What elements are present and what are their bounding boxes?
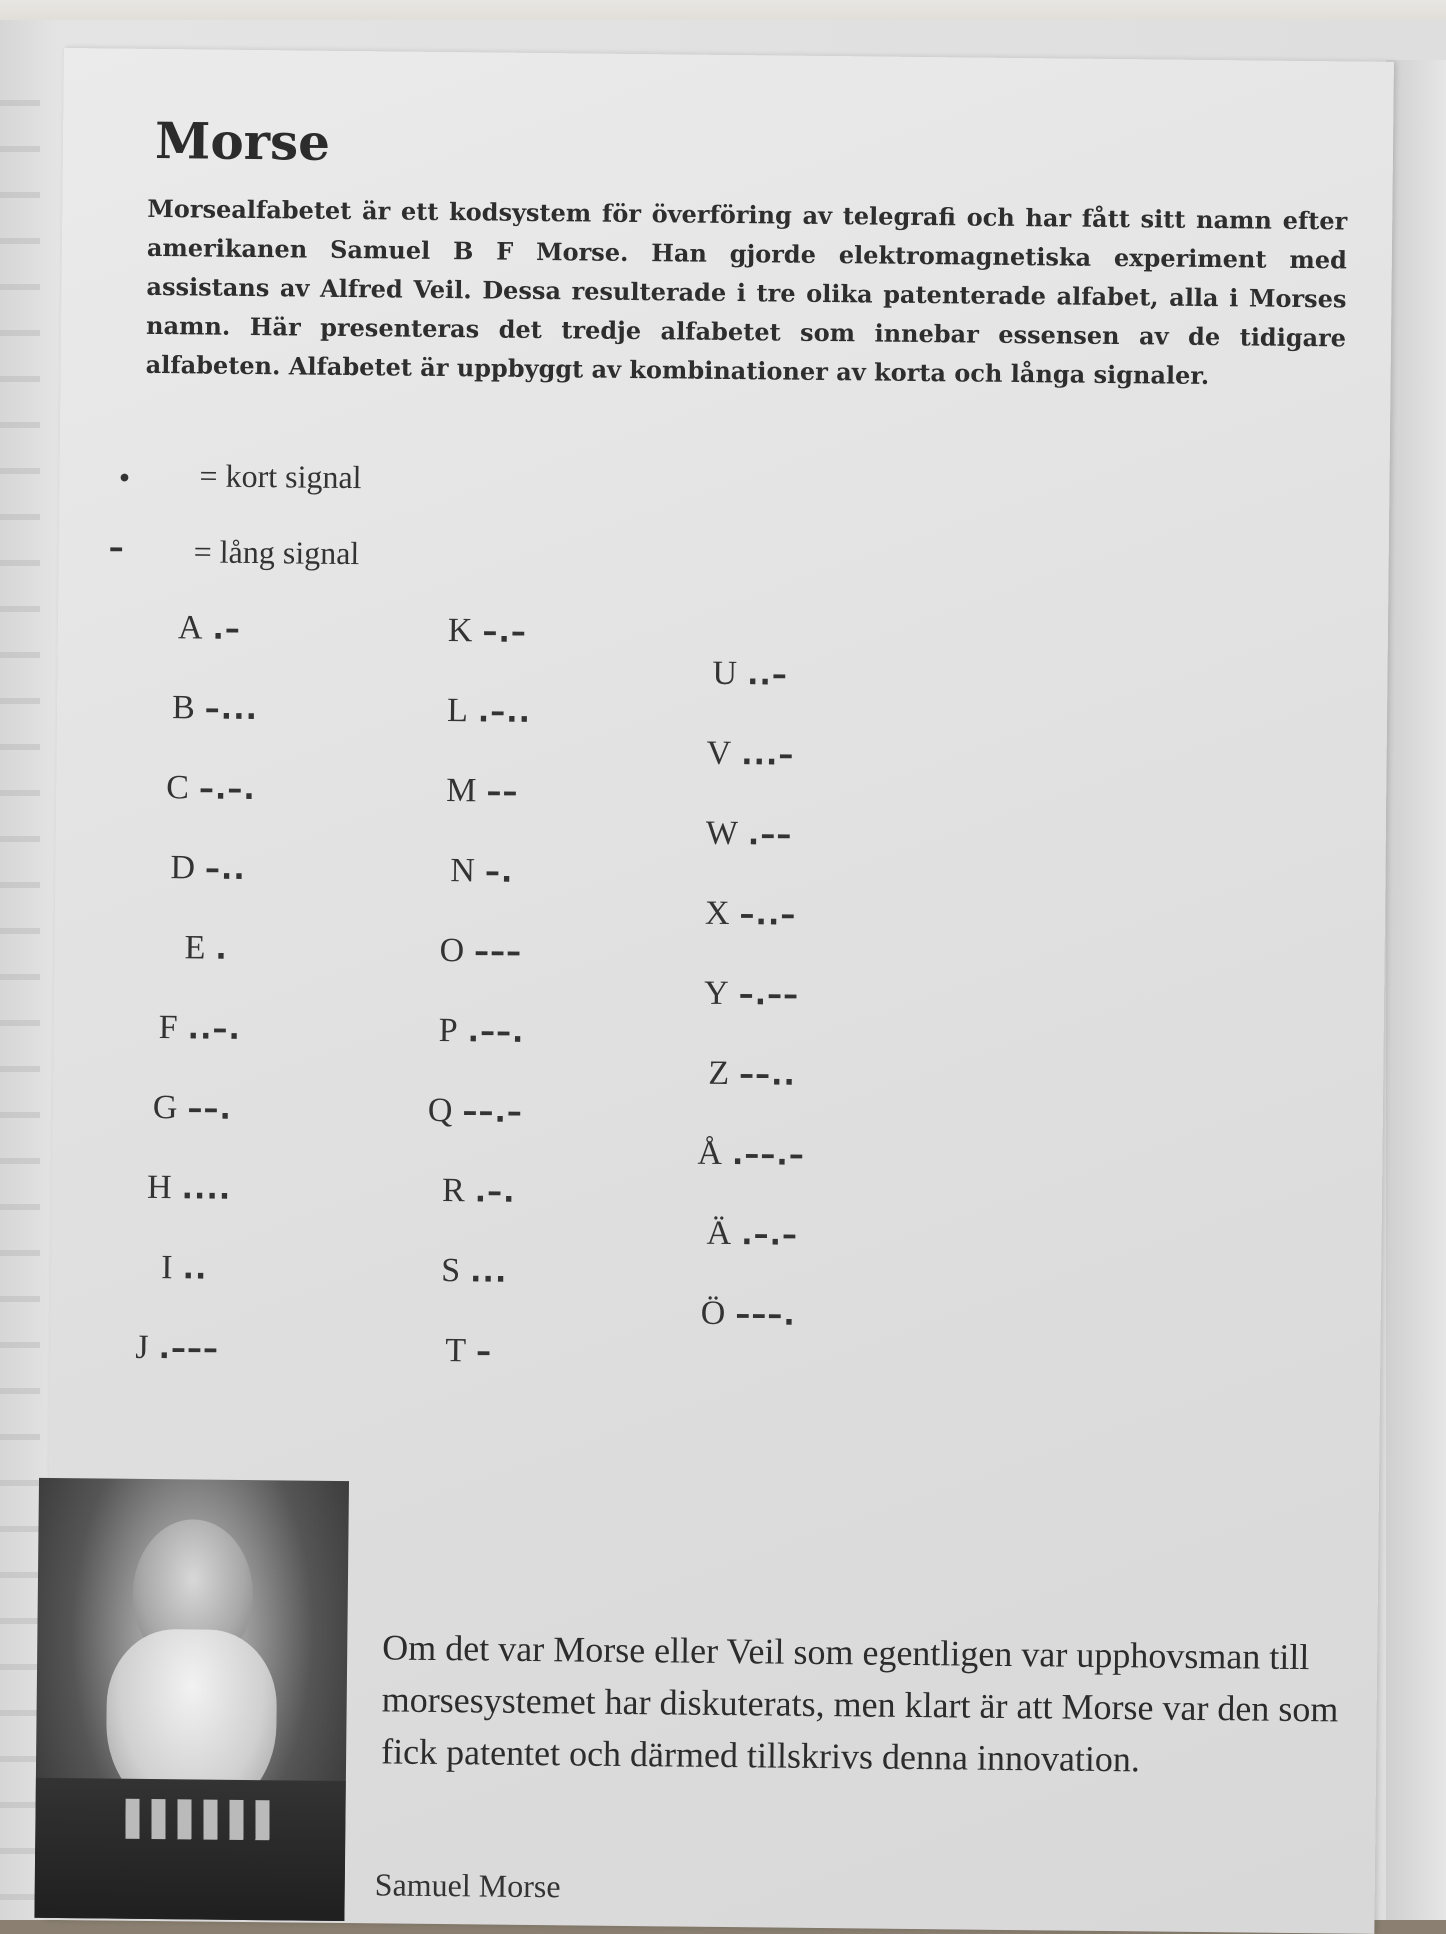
samuel-morse-portrait bbox=[34, 1478, 349, 1921]
morse-letter: V bbox=[706, 734, 732, 773]
morse-entry-a bbox=[178, 609, 241, 648]
morse-entry-g bbox=[153, 1089, 232, 1128]
morse-letter: P bbox=[438, 1011, 458, 1050]
morse-letter: Ö bbox=[700, 1294, 726, 1332]
morse-letter: Å bbox=[697, 1134, 723, 1172]
morse-code: –.–– bbox=[738, 977, 800, 1013]
morse-entry-c bbox=[166, 769, 256, 808]
morse-letter: M bbox=[446, 772, 477, 810]
morse-letter: Ä bbox=[706, 1214, 732, 1253]
morse-entry-i bbox=[161, 1249, 208, 1287]
morse-entry-f bbox=[159, 1009, 242, 1048]
morse-entry-w bbox=[706, 815, 793, 854]
morse-entry-z bbox=[708, 1055, 796, 1094]
morse-letter: T bbox=[445, 1332, 467, 1370]
morse-code: –.– bbox=[482, 614, 528, 650]
morse-code: .–.. bbox=[477, 694, 532, 730]
morse-code: .––– bbox=[158, 1331, 220, 1367]
morse-entry-r bbox=[442, 1172, 516, 1211]
morse-code: –... bbox=[204, 691, 259, 728]
morse-letter: A bbox=[177, 609, 203, 647]
morse-entry-o bbox=[439, 932, 522, 971]
morse-entry-ö bbox=[701, 1295, 796, 1334]
morse-letter: G bbox=[152, 1088, 178, 1127]
page-title: Morse bbox=[154, 110, 331, 172]
morse-letter: I bbox=[161, 1249, 173, 1287]
morse-letter: U bbox=[712, 654, 738, 693]
morse-code: ––. bbox=[187, 1091, 233, 1127]
legend-dash-symbol: – bbox=[108, 530, 124, 566]
morse-code: ...– bbox=[741, 737, 795, 773]
morse-entry-p bbox=[439, 1012, 525, 1051]
morse-letter: S bbox=[441, 1252, 461, 1290]
morse-letter: E bbox=[184, 929, 206, 967]
morse-letter: Z bbox=[708, 1054, 730, 1093]
morse-letter: L bbox=[446, 692, 469, 730]
morse-entry-u bbox=[712, 655, 788, 694]
portrait-medals bbox=[125, 1799, 275, 1841]
morse-letter: C bbox=[166, 769, 190, 807]
morse-code: – bbox=[475, 1334, 493, 1370]
morse-code: –..– bbox=[739, 897, 797, 933]
morse-entry-t bbox=[445, 1332, 492, 1370]
morse-entry-s bbox=[441, 1252, 508, 1291]
morse-code: ..– bbox=[746, 657, 789, 693]
morse-letter: X bbox=[704, 894, 730, 933]
morse-code: ––.– bbox=[462, 1094, 524, 1130]
morse-code: ... bbox=[469, 1254, 508, 1290]
morse-code: .– bbox=[212, 611, 242, 647]
morse-code: –––. bbox=[735, 1297, 796, 1333]
intro-paragraph: Morsealfabetet är ett kodsystem för överföring av telegrafi och har fått sitt namn efter amerikanen Samuel B F Morse. Han gjorde elektromagnetiska experiment med assistans av Alfred Veil. Dessa resulterade i tre olika patenterade alfabet, alla i Morses namn. Här presenteras det tredje alfabetet som innebar essensen av de tidigare alfabeten. Alfabetet är uppbyggt av kombinationer av korta och långa signaler. bbox=[145, 193, 1348, 391]
morse-letter: D bbox=[170, 849, 196, 887]
morse-letter: J bbox=[135, 1328, 149, 1366]
document-page bbox=[44, 48, 1394, 1934]
morse-entry-m bbox=[446, 772, 519, 811]
morse-code: .––. bbox=[467, 1014, 525, 1050]
morse-letter: O bbox=[439, 931, 465, 970]
morse-code: .–. bbox=[474, 1174, 516, 1210]
morse-letter: K bbox=[447, 612, 473, 650]
morse-code: .... bbox=[181, 1171, 232, 1207]
morse-letter: W bbox=[705, 814, 739, 853]
morse-entry-ä bbox=[706, 1215, 798, 1254]
morse-code: .. bbox=[182, 1251, 208, 1287]
portrait-caption: Samuel Morse bbox=[374, 1866, 561, 1905]
morse-entry-x bbox=[705, 895, 797, 934]
morse-letter: Y bbox=[703, 974, 729, 1013]
morse-entry-y bbox=[704, 975, 799, 1014]
morse-entry-k bbox=[448, 612, 527, 651]
morse-code: –.. bbox=[204, 851, 246, 887]
morse-code: .–– bbox=[747, 817, 793, 853]
morse-letter: F bbox=[158, 1009, 178, 1047]
morse-entry-å bbox=[697, 1135, 805, 1174]
legend-dot-symbol: • bbox=[117, 466, 132, 492]
morse-entry-j bbox=[135, 1329, 219, 1368]
morse-code: .––.– bbox=[731, 1137, 805, 1173]
morse-entry-q bbox=[428, 1092, 523, 1131]
morse-entry-n bbox=[450, 852, 513, 891]
legend-dot-label: = kort signal bbox=[199, 457, 362, 496]
morse-code: .–.– bbox=[740, 1217, 799, 1253]
morse-entry-d bbox=[170, 849, 246, 888]
morse-code: –– bbox=[486, 774, 519, 810]
morse-entry-b bbox=[172, 689, 258, 728]
morse-entry-v bbox=[706, 735, 794, 774]
legend-dash-label: = lång signal bbox=[193, 533, 360, 572]
morse-code: ––.. bbox=[738, 1057, 797, 1093]
morse-letter: N bbox=[450, 852, 476, 890]
morse-letter: R bbox=[441, 1172, 465, 1210]
morse-letter: H bbox=[146, 1168, 172, 1207]
morse-code: –.–. bbox=[198, 771, 256, 808]
morse-entry-l bbox=[447, 692, 531, 731]
morse-code: . bbox=[215, 931, 228, 967]
morse-code: –. bbox=[484, 854, 514, 890]
morse-letter: Q bbox=[427, 1091, 453, 1130]
binder-holes bbox=[0, 60, 40, 1920]
morse-code: ––– bbox=[473, 934, 523, 970]
page-stack-edge bbox=[1386, 60, 1446, 1920]
morse-entry-h bbox=[147, 1169, 232, 1208]
morse-code: ..–. bbox=[187, 1011, 242, 1047]
closing-paragraph: Om det var Morse eller Veil som egentligen var upphovsman till morsesystemet har diskuterats, men klart är att Morse var den som fick patentet och därmed tillskrivs denna innovation. bbox=[380, 1627, 1339, 1780]
morse-letter: B bbox=[171, 689, 195, 727]
morse-entry-e bbox=[184, 929, 228, 967]
